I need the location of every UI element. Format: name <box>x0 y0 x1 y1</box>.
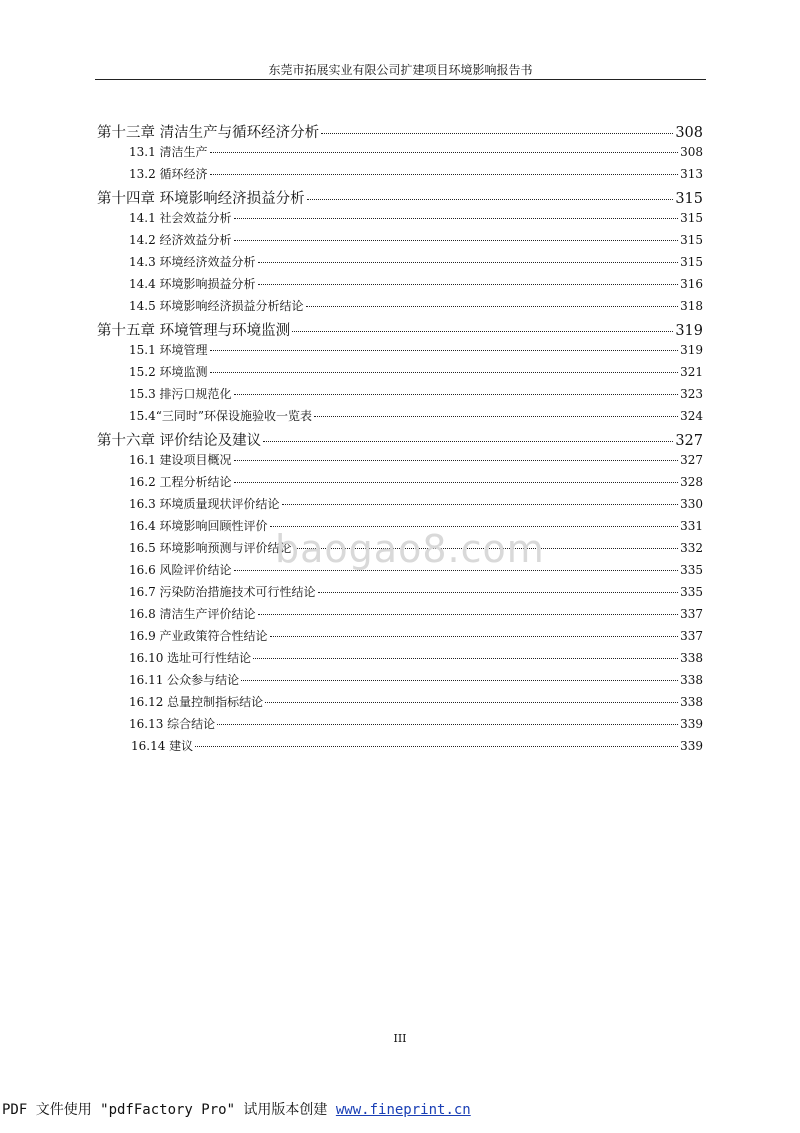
watermark: baogao8.com <box>275 527 545 571</box>
toc-entry-page: 337 <box>680 607 703 621</box>
toc-entry-label: 16.3 环境质量现状评价结论 <box>129 497 280 511</box>
toc-entry-label: 16.11 公众参与结论 <box>129 673 240 687</box>
toc-section-entry[interactable] <box>129 605 703 627</box>
toc-entry-page: 315 <box>680 211 703 225</box>
toc-entry-page: 335 <box>680 563 703 577</box>
toc-entry-page: 328 <box>680 475 703 489</box>
toc-entry-page: 324 <box>680 409 703 423</box>
toc-entry-page: 327 <box>680 453 703 467</box>
toc-entry-label: 16.4 环境影响回顾性评价 <box>129 519 268 533</box>
toc-entry-page: 323 <box>680 387 703 401</box>
toc-entry-label: 15.4“三同时”环保设施验收一览表 <box>129 409 312 423</box>
toc-dot-leader <box>292 331 673 332</box>
toc-entry-label: 第十三章 清洁生产与循环经济分析 <box>97 125 320 141</box>
toc-entry-label: 16.10 选址可行性结论 <box>129 651 252 665</box>
toc-entry-page: 321 <box>680 365 703 379</box>
toc-chapter-entry[interactable] <box>97 187 703 209</box>
toc-section-entry[interactable] <box>129 407 703 429</box>
toc-entry-page: 331 <box>680 519 703 533</box>
toc-entry-page: 319 <box>675 323 703 339</box>
toc-entry-label: 16.14 建议 <box>131 739 194 753</box>
toc-entry-page: 335 <box>680 585 703 599</box>
toc-dot-leader <box>258 284 679 285</box>
toc-dot-leader <box>234 218 679 219</box>
toc-section-entry[interactable] <box>129 693 703 715</box>
toc-section-entry[interactable] <box>129 627 703 649</box>
footer-link[interactable]: www.fineprint.cn <box>335 1102 471 1118</box>
toc-dot-leader <box>258 614 679 615</box>
toc-dot-leader <box>217 724 678 725</box>
toc-section-entry[interactable] <box>129 385 703 407</box>
toc-dot-leader <box>258 262 679 263</box>
toc-section-entry[interactable] <box>129 583 703 605</box>
toc-dot-leader <box>318 592 679 593</box>
toc-dot-leader <box>210 174 679 175</box>
toc-dot-leader <box>306 306 679 307</box>
toc-section-entry[interactable] <box>129 231 703 253</box>
toc-section-entry[interactable] <box>129 715 703 737</box>
toc-entry-label: 16.1 建设项目概况 <box>129 453 232 467</box>
toc-dot-leader <box>234 394 679 395</box>
toc-dot-leader <box>263 441 673 442</box>
footer-text: PDF 文件使用 "pdfFactory Pro" 试用版本创建 <box>2 1102 336 1118</box>
toc-section-entry[interactable] <box>129 473 703 495</box>
toc-entry-label: 第十五章 环境管理与环境监测 <box>97 323 291 339</box>
toc-entry-label: 16.8 清洁生产评价结论 <box>129 607 256 621</box>
toc-entry-page: 337 <box>680 629 703 643</box>
pdf-footer <box>0 1100 800 1120</box>
toc-dot-leader <box>241 680 678 681</box>
toc-entry-label: 15.3 排污口规范化 <box>129 387 232 401</box>
toc-entry-label: 14.2 经济效益分析 <box>129 233 232 247</box>
toc-dot-leader <box>314 416 678 417</box>
toc-dot-leader <box>234 482 679 483</box>
toc-entry-page: 327 <box>675 433 703 449</box>
toc-section-entry[interactable] <box>129 275 703 297</box>
toc-entry-label: 16.12 总量控制指标结论 <box>129 695 264 709</box>
toc-entry-page: 318 <box>680 299 703 313</box>
toc-section-entry[interactable] <box>129 649 703 671</box>
toc-entry-label: 15.2 环境监测 <box>129 365 208 379</box>
toc-section-entry[interactable] <box>129 671 703 693</box>
toc-entry-label: 16.9 产业政策符合性结论 <box>129 629 268 643</box>
toc-entry-page: 315 <box>675 191 703 207</box>
toc-section-entry[interactable] <box>129 451 703 473</box>
toc-entry-label: 第十四章 环境影响经济损益分析 <box>97 191 305 207</box>
toc-dot-leader <box>253 658 678 659</box>
toc-entry-page: 319 <box>680 343 703 357</box>
toc-section-entry[interactable] <box>129 165 703 187</box>
toc-entry-page: 315 <box>680 255 703 269</box>
toc-section-entry[interactable] <box>129 363 703 385</box>
toc-entry-page: 330 <box>680 497 703 511</box>
toc-entry-page: 338 <box>680 695 703 709</box>
toc-entry-label: 14.4 环境影响损益分析 <box>129 277 256 291</box>
toc-entry-page: 339 <box>680 739 703 753</box>
toc-section-entry[interactable] <box>129 495 703 517</box>
toc-dot-leader <box>265 702 678 703</box>
toc-section-entry[interactable] <box>129 209 703 231</box>
toc-chapter-entry[interactable] <box>97 429 703 451</box>
toc-entry-label: 13.2 循环经济 <box>129 167 208 181</box>
toc-entry-page: 313 <box>680 167 703 181</box>
toc-entry-label: 13.1 清洁生产 <box>129 145 208 159</box>
toc-section-entry[interactable] <box>129 253 703 275</box>
toc-section-entry[interactable] <box>129 143 703 165</box>
toc-dot-leader <box>210 372 679 373</box>
toc-entry-label: 第十六章 评价结论及建议 <box>97 433 262 449</box>
toc-entry-page: 308 <box>680 145 703 159</box>
toc-section-entry[interactable] <box>131 737 703 759</box>
toc-section-entry[interactable] <box>129 297 703 319</box>
toc-chapter-entry[interactable] <box>97 121 703 143</box>
toc-entry-page: 339 <box>680 717 703 731</box>
toc-chapter-entry[interactable] <box>97 319 703 341</box>
toc-entry-label: 14.1 社会效益分析 <box>129 211 232 225</box>
toc-dot-leader <box>307 199 674 200</box>
toc-dot-leader <box>210 350 679 351</box>
toc-entry-label: 16.2 工程分析结论 <box>129 475 232 489</box>
toc-entry-label: 14.3 环境经济效益分析 <box>129 255 256 269</box>
toc-entry-label: 15.1 环境管理 <box>129 343 208 357</box>
toc-entry-page: 315 <box>680 233 703 247</box>
toc-dot-leader <box>282 504 679 505</box>
document-header: 东莞市拓展实业有限公司扩建项目环境影响报告书 <box>268 63 533 77</box>
toc-dot-leader <box>321 133 673 134</box>
toc-dot-leader <box>195 746 678 747</box>
toc-dot-leader <box>234 460 679 461</box>
toc-entry-page: 338 <box>680 651 703 665</box>
toc-entry-label: 14.5 环境影响经济损益分析结论 <box>129 299 304 313</box>
toc-entry-page: 332 <box>680 541 703 555</box>
page-number: III <box>393 1032 407 1045</box>
toc-dot-leader <box>234 240 679 241</box>
toc-entry-label: 16.6 风险评价结论 <box>129 563 232 577</box>
toc-entry-label: 16.5 环境影响预测与评价结论 <box>129 541 292 555</box>
toc-entry-label: 16.7 污染防治措施技术可行性结论 <box>129 585 316 599</box>
toc-entry-label: 16.13 综合结论 <box>129 717 216 731</box>
toc-entry-page: 338 <box>680 673 703 687</box>
toc-entry-page: 308 <box>675 125 703 141</box>
toc-section-entry[interactable] <box>129 341 703 363</box>
toc-dot-leader <box>270 636 679 637</box>
toc-entry-page: 316 <box>680 277 703 291</box>
toc-dot-leader <box>210 152 679 153</box>
